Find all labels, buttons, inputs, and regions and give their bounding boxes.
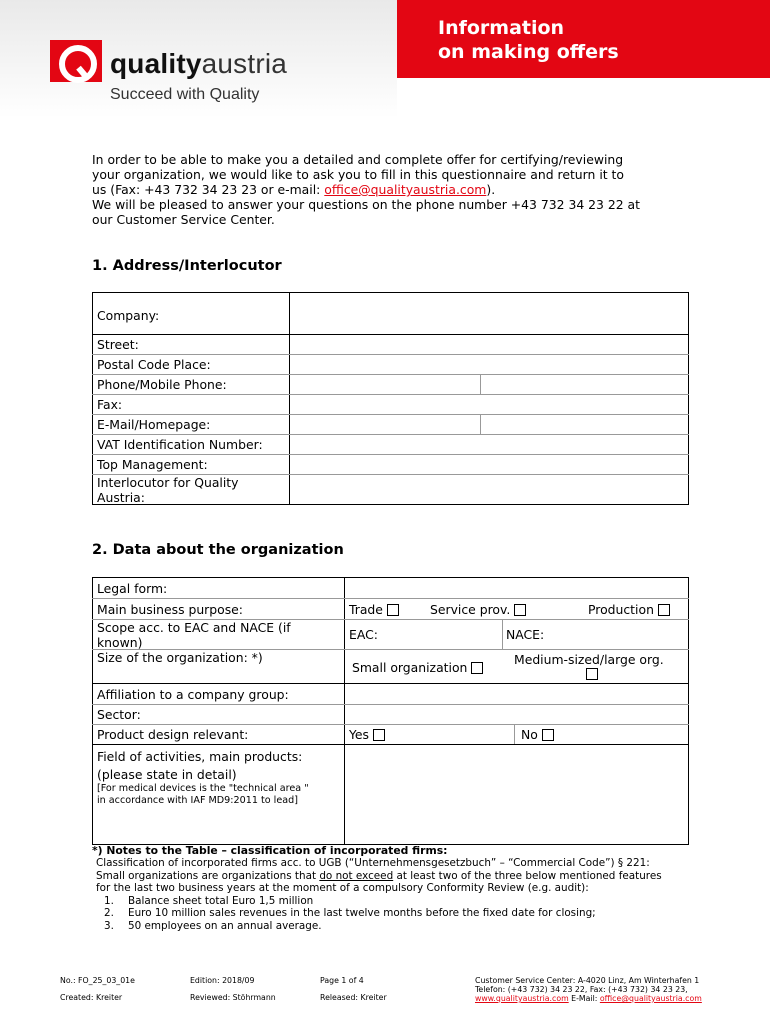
production-option[interactable]: Production [588, 602, 670, 617]
fax-label: Fax: [97, 397, 123, 412]
product-design-label: Product design relevant: [97, 727, 249, 742]
street-label: Street: [97, 337, 139, 352]
yes-checkbox[interactable] [373, 729, 385, 741]
footer-doc-number: No.: FO_25_03_01e [60, 976, 135, 985]
medical-devices-note: [For medical devices is the "technical area " in accordance with IAF MD9:2011 to lead] [97, 783, 309, 806]
logo-wordmark: qualityaustria [110, 48, 288, 79]
street-field[interactable] [292, 336, 686, 353]
email-link[interactable]: office@qualityaustria.com [324, 182, 487, 197]
footer-tel: Telefon: (+43 732) 34 23 22, Fax: (+43 732) 34 23 23, [475, 985, 688, 994]
footer-email-link[interactable]: office@qualityaustria.com [599, 994, 702, 1003]
intro-line: We will be pleased to answer your questions on the phone number +43 732 34 23 22 at [92, 197, 641, 212]
title-line-2: on making offers [438, 41, 619, 63]
email-homepage-label: E-Mail/Homepage: [97, 417, 211, 432]
phone-field[interactable] [292, 376, 478, 393]
notes-body [96, 857, 706, 932]
intro-paragraph [92, 152, 692, 227]
sector-label: Sector: [97, 707, 141, 722]
list-item: 1. Balance sheet total Euro 1,5 million [104, 894, 314, 907]
company-field[interactable] [292, 295, 686, 332]
intro-line: us (Fax: +43 732 34 23 23 or e-mail: office@qualityaustria.com). [92, 182, 496, 197]
interlocutor-field[interactable] [292, 476, 686, 503]
scope-label: Scope acc. to EAC and NACE (if known) [97, 620, 291, 650]
trade-checkbox[interactable] [387, 604, 399, 616]
mobile-phone-field[interactable] [482, 376, 686, 393]
homepage-field[interactable] [482, 416, 686, 433]
fax-field[interactable] [292, 396, 686, 413]
footer-csc: Customer Service Center: A-4020 Linz, Am Winterhafen 1 [475, 976, 700, 985]
notes-line: Classification of incorporated firms acc. to UGB (“Unternehmensgesetzbuch” – “Commercial Code”) § 221: [96, 857, 650, 869]
notes-title: *) Notes to the Table – classification of incorporated firms: [92, 844, 448, 857]
footer-edition: Edition: 2018/09 [190, 976, 255, 985]
footer-released: Released: Kreiter [320, 993, 387, 1002]
sector-field[interactable] [347, 705, 686, 723]
list-item: 3. 50 employees on an annual average. [104, 919, 322, 932]
field-of-activities-field[interactable] [347, 747, 686, 843]
slogan: Succeed with Quality [110, 86, 260, 103]
service-checkbox[interactable] [514, 604, 526, 616]
intro-line: our Customer Service Center. [92, 212, 275, 227]
footer-created: Created: Kreiter [60, 993, 123, 1002]
vat-label: VAT Identification Number: [97, 437, 263, 452]
legal-form-field[interactable] [347, 579, 686, 597]
small-org-option[interactable]: Small organization [352, 660, 483, 675]
phone-label: Phone/Mobile Phone: [97, 377, 227, 392]
top-management-field[interactable] [292, 456, 686, 473]
document-title [438, 16, 619, 64]
field-of-activities-label: Field of activities, main products: (please state in detail) [97, 749, 303, 782]
yes-option[interactable]: Yes [349, 727, 385, 742]
service-option[interactable]: Service prov. [430, 602, 526, 617]
vat-field[interactable] [292, 436, 686, 453]
section-2-heading: 2. Data about the organization [92, 542, 344, 558]
postal-code-label: Postal Code Place: [97, 357, 211, 372]
intro-line: In order to be able to make you a detailed and complete offer for certifying/reviewing [92, 152, 624, 167]
affiliation-field[interactable] [347, 685, 686, 703]
notes-line: for the last two business years at the moment of a compulsory Conformity Review (e.g. audit): [96, 882, 589, 894]
interlocutor-label: Interlocutor for Quality Austria: [97, 475, 239, 505]
list-item: 2. Euro 10 million sales revenues in the last twelve months before the fixed date for closing; [104, 907, 596, 919]
top-management-label: Top Management: [97, 457, 208, 472]
no-option[interactable]: No [521, 727, 554, 742]
footer-reviewed: Reviewed: Stöhrmann [190, 993, 276, 1002]
email-field[interactable] [292, 416, 478, 433]
legal-form-label: Legal form: [97, 581, 168, 596]
notes-line: Small organizations are organizations that do not exceed at least two of the three below mentioned features [96, 869, 662, 882]
quality-austria-q-logo-icon [50, 40, 102, 82]
postal-code-field[interactable] [292, 356, 686, 373]
footer-web-line: www.qualityaustria.com E-Mail: office@qualityaustria.com [475, 994, 702, 1003]
website-link[interactable]: www.qualityaustria.com [475, 994, 569, 1003]
medium-org-checkbox[interactable] [586, 668, 598, 680]
intro-line: your organization, we would like to ask you to fill in this questionnaire and return it to [92, 167, 624, 182]
nace-label: NACE: [506, 627, 545, 642]
size-label: Size of the organization: *) [97, 650, 263, 665]
trade-option[interactable]: Trade [349, 602, 399, 617]
company-label: Company: [97, 308, 160, 323]
footer-page: Page 1 of 4 [320, 976, 364, 985]
no-checkbox[interactable] [542, 729, 554, 741]
affiliation-label: Affiliation to a company group: [97, 687, 289, 702]
medium-org-option[interactable]: Medium-sized/large org. [514, 652, 664, 667]
production-checkbox[interactable] [658, 604, 670, 616]
section-1-heading: 1. Address/Interlocutor [92, 258, 282, 274]
title-line-1: Information [438, 17, 565, 39]
small-org-checkbox[interactable] [471, 662, 483, 674]
eac-label: EAC: [349, 627, 378, 642]
main-purpose-label: Main business purpose: [97, 602, 243, 617]
